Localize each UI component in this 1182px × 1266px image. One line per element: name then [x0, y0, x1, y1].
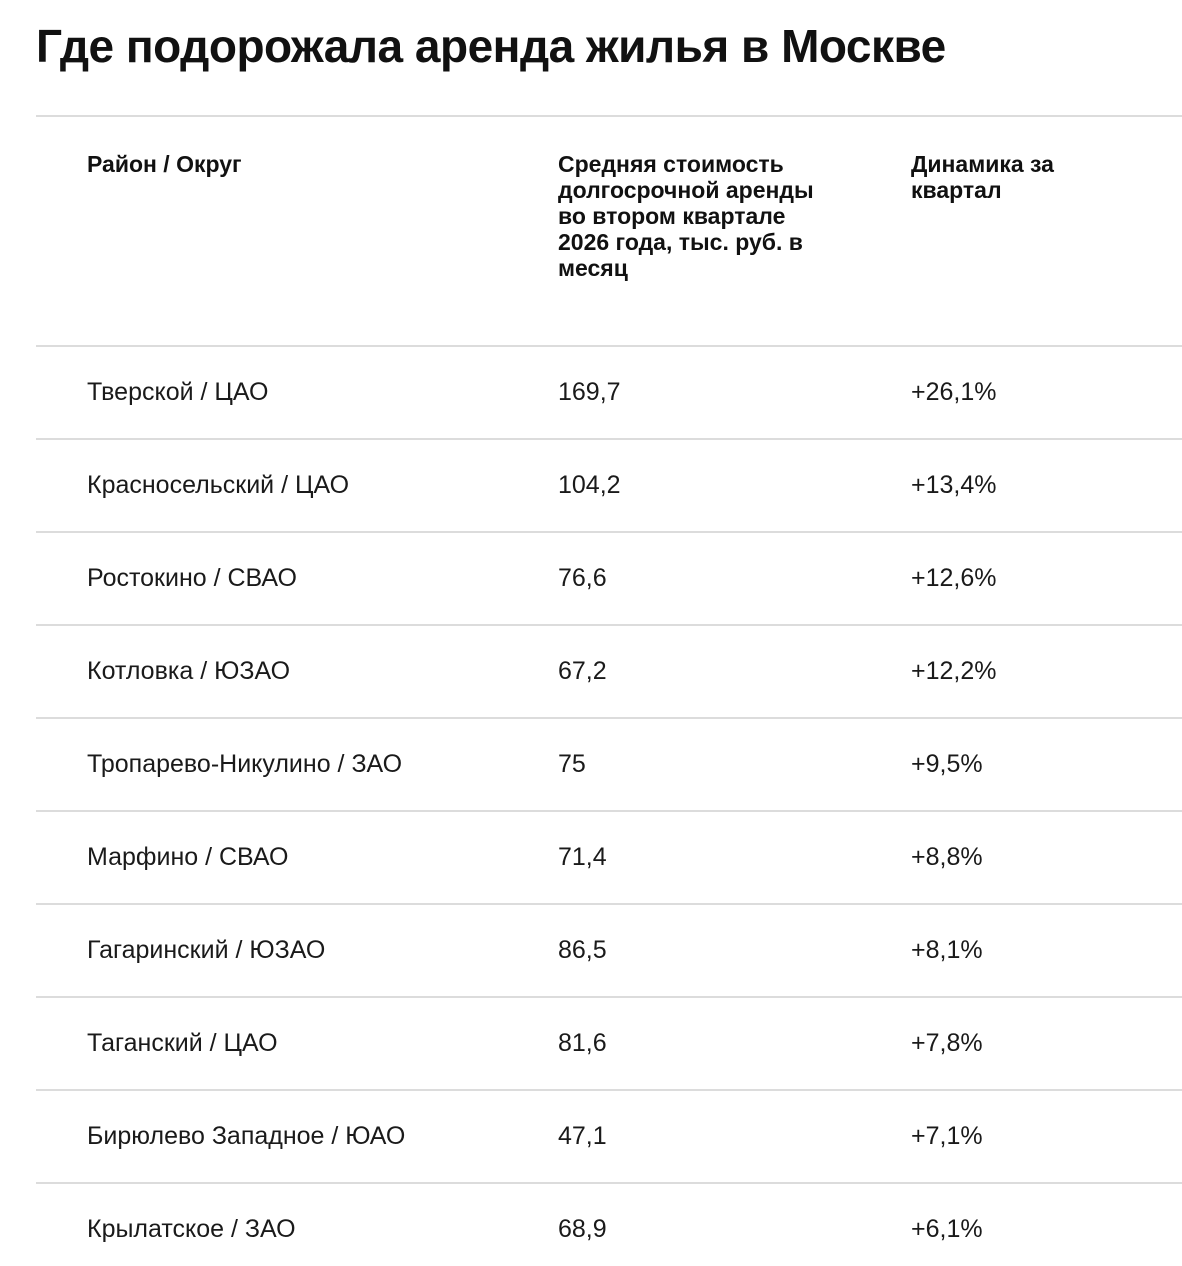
table-body: [36, 345, 1182, 1266]
table-row: [36, 812, 1182, 903]
cell-average-rent: 68,9: [558, 1215, 607, 1243]
cell-district: Марфино / СВАО: [87, 843, 289, 871]
cell-average-rent: 67,2: [558, 657, 607, 685]
cell-district: Котловка / ЮЗАО: [87, 657, 291, 685]
cell-district: Красносельский / ЦАО: [87, 471, 350, 499]
cell-quarter-change: +9,5%: [911, 750, 983, 778]
cell-average-rent: 169,7: [558, 378, 621, 406]
cell-average-rent: 81,6: [558, 1029, 607, 1057]
cell-average-rent: 71,4: [558, 843, 607, 871]
table-row: [36, 440, 1182, 531]
table-row: [36, 626, 1182, 717]
cell-quarter-change: +6,1%: [911, 1215, 983, 1243]
cell-average-rent: 47,1: [558, 1122, 607, 1150]
header-average-rent: Средняя стоимость долгосрочной аренды во втором квартале 2026 года, тыс. руб. в месяц: [558, 151, 814, 281]
cell-quarter-change: +7,8%: [911, 1029, 983, 1057]
cell-district: Ростокино / СВАО: [87, 564, 297, 592]
cell-quarter-change: +12,6%: [911, 564, 997, 592]
page-title: Где подорожала аренда жилья в Москве: [36, 20, 946, 72]
rent-table: [36, 115, 1182, 1266]
table-row: [36, 347, 1182, 438]
cell-quarter-change: +7,1%: [911, 1122, 983, 1150]
cell-quarter-change: +12,2%: [911, 657, 997, 685]
table-row: [36, 998, 1182, 1089]
cell-district: Гагаринский / ЮЗАО: [87, 936, 326, 964]
cell-quarter-change: +8,8%: [911, 843, 983, 871]
table-row: [36, 1091, 1182, 1182]
cell-district: Крылатское / ЗАО: [87, 1215, 296, 1243]
table-header-row: [36, 117, 1182, 345]
cell-average-rent: 86,5: [558, 936, 607, 964]
cell-average-rent: 75: [558, 750, 586, 778]
cell-quarter-change: +8,1%: [911, 936, 983, 964]
header-quarter-change: Динамика за квартал: [911, 151, 1054, 203]
table-row: [36, 905, 1182, 996]
cell-quarter-change: +13,4%: [911, 471, 997, 499]
cell-district: Таганский / ЦАО: [87, 1029, 278, 1057]
table-row: [36, 1184, 1182, 1266]
cell-district: Тверской / ЦАО: [87, 378, 269, 406]
cell-district: Тропарево-Никулино / ЗАО: [87, 750, 403, 778]
table-row: [36, 533, 1182, 624]
cell-quarter-change: +26,1%: [911, 378, 997, 406]
cell-district: Бирюлево Западное / ЮАО: [87, 1122, 406, 1150]
cell-average-rent: 104,2: [558, 471, 621, 499]
table-row: [36, 719, 1182, 810]
header-district: Район / Округ: [87, 151, 242, 177]
cell-average-rent: 76,6: [558, 564, 607, 592]
